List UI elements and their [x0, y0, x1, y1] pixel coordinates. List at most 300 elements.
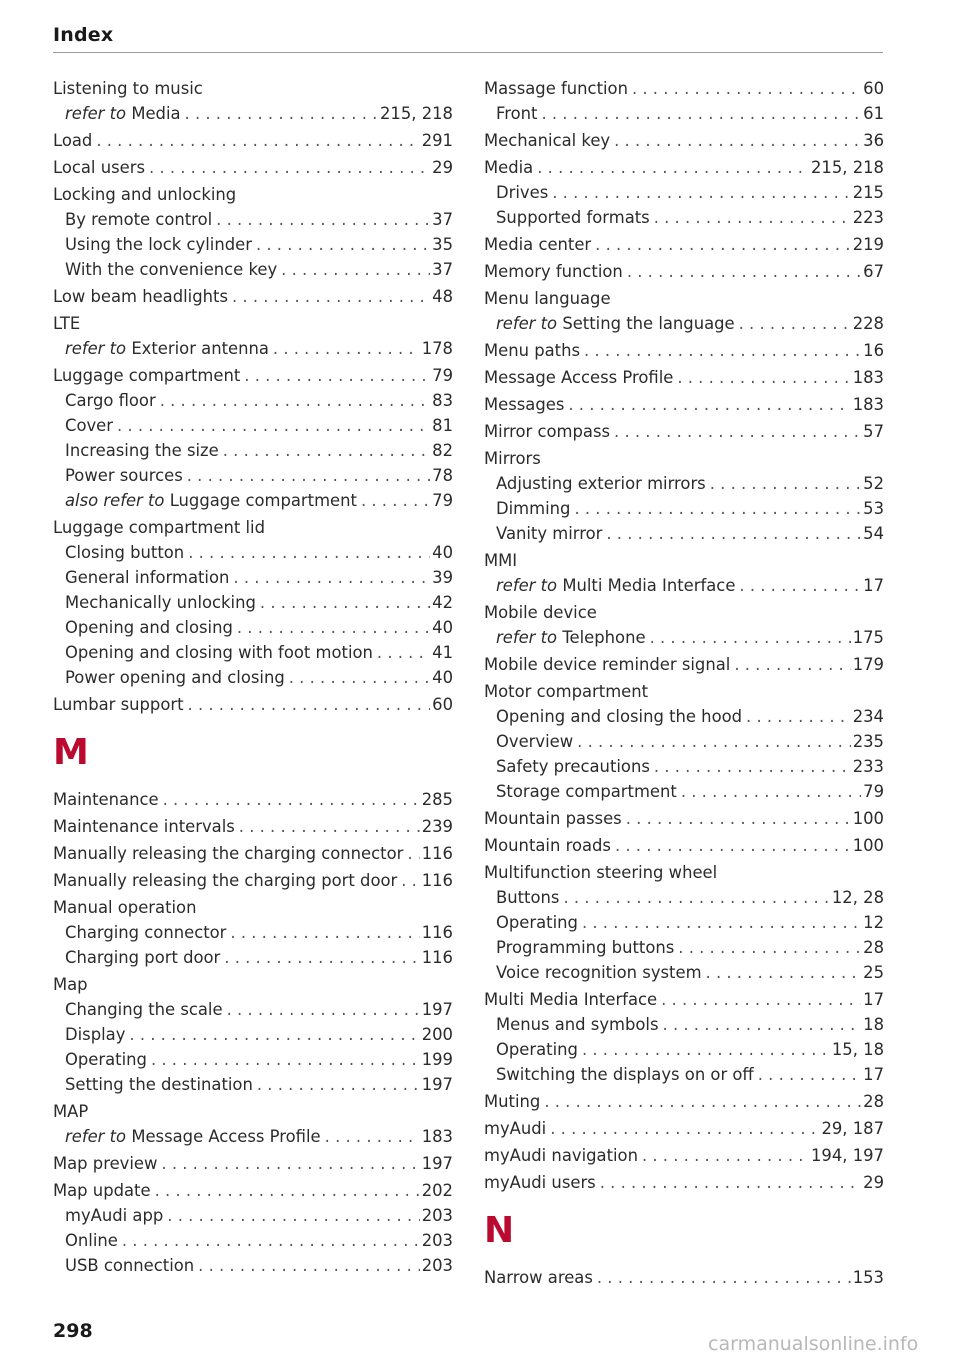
entry-text: Messages [484, 395, 565, 414]
dot-leader [96, 128, 419, 153]
entry-label [65, 540, 184, 565]
entry-text: Luggage compartment [169, 491, 357, 510]
dot-leader [678, 935, 861, 960]
page-reference: 291 [421, 131, 453, 150]
entry-text: Mobile device [484, 603, 597, 622]
index-subentry [53, 1124, 453, 1149]
index-entry [53, 128, 453, 153]
entry-label [53, 1151, 157, 1176]
index-heading [484, 600, 884, 625]
entry-text: Vanity mirror [496, 524, 603, 543]
entry-label [484, 1265, 593, 1290]
entry-label [53, 515, 453, 540]
index-subentry [484, 1012, 884, 1037]
index-subentry [484, 205, 884, 230]
entry-label [496, 960, 702, 985]
entry-label [484, 860, 884, 885]
index-subentry [53, 665, 453, 690]
entry-label [65, 920, 226, 945]
dot-leader [568, 392, 850, 417]
dot-leader [654, 205, 851, 230]
cross-reference: also refer to [65, 491, 165, 510]
page-reference: 233 [852, 757, 884, 776]
dot-leader [677, 365, 850, 390]
dot-leader [537, 155, 809, 180]
index-heading [53, 972, 453, 997]
cross-reference: refer to [496, 576, 558, 595]
page-reference: 175 [852, 628, 884, 647]
index-subentry [484, 180, 884, 205]
entry-label [65, 438, 219, 463]
dot-leader [149, 155, 430, 180]
entry-text: Manually releasing the charging connector [53, 844, 404, 863]
entry-text: Narrow areas [484, 1268, 593, 1287]
dot-leader [550, 1116, 819, 1141]
index-subentry [53, 257, 453, 282]
entry-text: Buttons [496, 888, 560, 907]
dot-leader [632, 76, 861, 101]
page-reference: 234 [852, 707, 884, 726]
index-subentry [53, 336, 453, 361]
index-subentry [53, 438, 453, 463]
entry-text: Maintenance [53, 790, 159, 809]
page-reference: 116 [421, 844, 453, 863]
index-subentry [484, 729, 884, 754]
entry-label [53, 155, 145, 180]
index-subentry [53, 540, 453, 565]
dot-leader [361, 488, 430, 513]
entry-label [65, 640, 373, 665]
entry-text: Media [484, 158, 534, 177]
index-entry [53, 868, 453, 893]
entry-text: LTE [53, 314, 81, 333]
dot-leader [650, 625, 851, 650]
page-reference: 100 [852, 836, 884, 855]
page-number: 298 [53, 1320, 93, 1342]
dot-leader [627, 259, 861, 284]
entry-label [484, 286, 884, 311]
dot-leader [256, 232, 430, 257]
page-header-title: Index [53, 24, 114, 46]
entry-label [65, 997, 223, 1022]
page-reference: 37 [432, 210, 453, 229]
index-entry [484, 1116, 884, 1141]
entry-label [53, 182, 453, 207]
page-reference: 39 [432, 568, 453, 587]
page-reference: 67 [863, 262, 884, 281]
entry-text: Mechanically unlocking [65, 593, 256, 612]
dot-leader [377, 640, 430, 665]
page-reference: 199 [421, 1050, 453, 1069]
entry-label [484, 446, 884, 471]
entry-text: Adjusting exterior mirrors [496, 474, 706, 493]
entry-label [484, 76, 628, 101]
entry-text: Map update [53, 1181, 151, 1200]
page-reference: 235 [852, 732, 884, 751]
dot-leader [117, 413, 430, 438]
entry-text: Opening and closing with foot motion [65, 643, 373, 662]
entry-text: Front [496, 104, 538, 123]
index-entry [484, 232, 884, 257]
entry-text: Multi Media Interface [484, 990, 658, 1009]
entry-label [53, 284, 228, 309]
index-entry [484, 987, 884, 1012]
page-reference: 60 [863, 79, 884, 98]
index-heading [53, 311, 453, 336]
page-reference: 197 [421, 1000, 453, 1019]
entry-text: myAudi users [484, 1173, 596, 1192]
dot-leader [223, 438, 430, 463]
entry-text: Overview [496, 732, 574, 751]
dot-leader [185, 101, 378, 126]
entry-label [65, 1203, 163, 1228]
entry-label [484, 1143, 638, 1168]
page-reference: 18 [863, 1015, 884, 1034]
index-heading [53, 895, 453, 920]
entry-label [496, 935, 674, 960]
header-divider [53, 52, 883, 53]
page-reference: 215 [852, 183, 884, 202]
entry-label [496, 471, 706, 496]
index-subentry [484, 960, 884, 985]
entry-text: Local users [53, 158, 145, 177]
dot-leader [654, 754, 851, 779]
entry-label [484, 600, 884, 625]
index-subentry [53, 640, 453, 665]
page-reference: 203 [421, 1206, 453, 1225]
entry-text: Drives [496, 183, 549, 202]
page-reference: 79 [432, 491, 453, 510]
page-reference: 100 [852, 809, 884, 828]
entry-label [496, 205, 650, 230]
dot-leader [739, 311, 851, 336]
index-subentry [53, 488, 453, 513]
page-reference: 41 [432, 643, 453, 662]
page-reference: 16 [863, 341, 884, 360]
dot-leader [187, 463, 430, 488]
entry-label [484, 365, 673, 390]
section-letter: N [484, 1210, 515, 1251]
entry-label [496, 625, 646, 650]
index-subentry [53, 997, 453, 1022]
dot-leader [734, 652, 850, 677]
dot-leader [232, 284, 430, 309]
index-subentry [484, 779, 884, 804]
entry-text: Programming buttons [496, 938, 675, 957]
entry-label [53, 841, 403, 866]
page-reference: 48 [432, 287, 453, 306]
page-reference: 17 [863, 576, 884, 595]
index-subentry [484, 471, 884, 496]
page-reference: 82 [432, 441, 453, 460]
entry-label [65, 1228, 118, 1253]
dot-leader [600, 1170, 861, 1195]
dot-leader [227, 997, 420, 1022]
index-subentry [484, 496, 884, 521]
entry-label [53, 972, 453, 997]
entry-label [65, 590, 256, 615]
dot-leader [216, 207, 430, 232]
entry-label [496, 573, 735, 598]
index-subentry [53, 1253, 453, 1278]
entry-text: Storage compartment [496, 782, 677, 801]
dot-leader [552, 180, 850, 205]
entry-label [65, 615, 233, 640]
entry-label [65, 1124, 321, 1149]
entry-text: Manually releasing the charging port door [53, 871, 398, 890]
dot-leader [577, 729, 851, 754]
index-subentry [53, 1228, 453, 1253]
dot-leader [584, 338, 861, 363]
entry-label [65, 463, 183, 488]
index-entry [484, 259, 884, 284]
index-entry [484, 1143, 884, 1168]
page-reference: 53 [863, 499, 884, 518]
entry-label [496, 521, 602, 546]
cross-reference: refer to [496, 314, 558, 333]
entry-text: Listening to music [53, 79, 203, 98]
entry-text: Motor compartment [484, 682, 649, 701]
index-entry [53, 1178, 453, 1203]
entry-text: Safety precautions [496, 757, 650, 776]
page-reference: 35 [432, 235, 453, 254]
dot-leader [224, 945, 419, 970]
entry-label [53, 814, 235, 839]
entry-text: Charging connector [65, 923, 227, 942]
index-heading [53, 182, 453, 207]
entry-label [484, 987, 657, 1012]
page-reference: 228 [852, 314, 884, 333]
entry-label [484, 833, 611, 858]
index-subentry [53, 945, 453, 970]
entry-label [496, 496, 570, 521]
dot-leader [260, 590, 430, 615]
entry-text: Cover [65, 416, 113, 435]
entry-label [484, 806, 622, 831]
dot-leader [163, 787, 420, 812]
dot-leader [167, 1203, 419, 1228]
dot-leader [244, 363, 430, 388]
entry-label [65, 1022, 125, 1047]
dot-leader [574, 496, 861, 521]
cross-reference: refer to [496, 628, 558, 647]
entry-label [496, 779, 677, 804]
entry-text: Mountain passes [484, 809, 622, 828]
entry-text: Manual operation [53, 898, 197, 917]
entry-text: Setting the language [562, 314, 735, 333]
entry-label [65, 488, 357, 513]
index-subentry [53, 101, 453, 126]
index-entry [484, 392, 884, 417]
entry-label [65, 665, 285, 690]
index-entry [484, 365, 884, 390]
entry-label [53, 895, 453, 920]
entry-label [65, 388, 156, 413]
entry-text: Mobile device reminder signal [484, 655, 731, 674]
dot-leader [407, 841, 419, 866]
page-reference: 197 [421, 1075, 453, 1094]
entry-text: Media [131, 104, 181, 123]
entry-text: Low beam headlights [53, 287, 228, 306]
dot-leader [626, 806, 851, 831]
dot-leader [230, 920, 419, 945]
index-subentry [53, 413, 453, 438]
index-heading [484, 548, 884, 573]
index-heading [484, 679, 884, 704]
entry-text: Multi Media Interface [562, 576, 736, 595]
page-reference: 194, 197 [811, 1146, 884, 1165]
entry-text: With the convenience key [65, 260, 278, 279]
index-subentry [484, 704, 884, 729]
index-subentry [484, 625, 884, 650]
entry-text: Map preview [53, 1154, 158, 1173]
entry-text: Message Access Profile [131, 1127, 321, 1146]
dot-leader [155, 1178, 420, 1203]
entry-text: USB connection [65, 1256, 195, 1275]
entry-label [496, 1062, 754, 1087]
index-subentry [53, 615, 453, 640]
index-entry [484, 1265, 884, 1290]
dot-leader [642, 1143, 809, 1168]
entry-text: Setting the destination [65, 1075, 253, 1094]
entry-label [484, 259, 623, 284]
index-subentry [484, 1062, 884, 1087]
page-reference: 116 [421, 948, 453, 967]
index-entry [484, 419, 884, 444]
page-reference: 215, 218 [811, 158, 884, 177]
dot-leader [614, 419, 861, 444]
entry-label [53, 1178, 151, 1203]
entry-text: Supported formats [496, 208, 650, 227]
entry-label [484, 1089, 540, 1114]
entry-label [65, 565, 229, 590]
page-reference: 15, 18 [831, 1040, 884, 1059]
index-entry [53, 814, 453, 839]
page-reference: 29 [863, 1173, 884, 1192]
entry-text: Multifunction steering wheel [484, 863, 718, 882]
index-subentry [484, 521, 884, 546]
entry-text: Luggage compartment lid [53, 518, 265, 537]
dot-leader [122, 1228, 420, 1253]
page-reference: 17 [863, 1065, 884, 1084]
entry-label [496, 1037, 578, 1062]
entry-label [53, 128, 92, 153]
entry-label [484, 155, 533, 180]
entry-label [484, 392, 564, 417]
entry-label [65, 257, 277, 282]
entry-text: Increasing the size [65, 441, 219, 460]
dot-leader [188, 540, 430, 565]
page-reference: 202 [421, 1181, 453, 1200]
entry-label [65, 207, 212, 232]
entry-text: Muting [484, 1092, 541, 1111]
dot-leader [233, 565, 430, 590]
index-entry [484, 76, 884, 101]
entry-text: Dimming [496, 499, 571, 518]
index-column-right [484, 74, 884, 1290]
dot-leader [129, 1022, 419, 1047]
page-reference: 183 [421, 1127, 453, 1146]
entry-text: Charging port door [65, 948, 221, 967]
entry-text: Message Access Profile [484, 368, 674, 387]
entry-text: Massage function [484, 79, 628, 98]
index-subentry [484, 311, 884, 336]
entry-label [65, 945, 220, 970]
cross-reference: refer to [65, 1127, 127, 1146]
entry-label [484, 232, 591, 257]
page-reference: 61 [863, 104, 884, 123]
entry-label [496, 311, 735, 336]
entry-text: Menu paths [484, 341, 581, 360]
entry-text: Changing the scale [65, 1000, 223, 1019]
index-subentry [484, 101, 884, 126]
dot-leader [188, 692, 431, 717]
index-heading [484, 446, 884, 471]
entry-label [496, 101, 537, 126]
entry-label [484, 679, 884, 704]
entry-text: Map [53, 975, 88, 994]
index-subentry [53, 1047, 453, 1072]
index-subentry [53, 920, 453, 945]
dot-leader [541, 101, 861, 126]
entry-text: Exterior antenna [131, 339, 269, 358]
page-reference: 215, 218 [380, 104, 453, 123]
dot-leader [273, 336, 420, 361]
entry-label [65, 1047, 147, 1072]
entry-text: General information [65, 568, 230, 587]
entry-label [496, 754, 650, 779]
entry-label [65, 101, 181, 126]
index-heading [53, 1099, 453, 1124]
page-reference: 40 [432, 618, 453, 637]
entry-text: myAudi [484, 1119, 547, 1138]
entry-label [484, 128, 610, 153]
index-heading [53, 76, 453, 101]
entry-label [53, 1099, 453, 1124]
index-entry [53, 841, 453, 866]
watermark: carmanualsonline.info [708, 1333, 919, 1355]
index-entry [484, 128, 884, 153]
dot-leader [151, 1047, 420, 1072]
page-reference: 36 [863, 131, 884, 150]
index-subentry [53, 1072, 453, 1097]
entry-text: Opening and closing [65, 618, 233, 637]
entry-label [65, 413, 113, 438]
dot-leader [544, 1089, 861, 1114]
entry-text: Maintenance intervals [53, 817, 235, 836]
index-entry [484, 338, 884, 363]
dot-leader [161, 1151, 419, 1176]
entry-text: MMI [484, 551, 518, 570]
index-heading [484, 286, 884, 311]
dot-leader [663, 1012, 862, 1037]
entry-label [496, 729, 573, 754]
dot-leader [615, 833, 851, 858]
entry-label [65, 232, 252, 257]
page-reference: 81 [432, 416, 453, 435]
entry-text: MAP [53, 1102, 89, 1121]
entry-text: Locking and unlocking [53, 185, 237, 204]
page-reference: 40 [432, 543, 453, 562]
dot-leader [681, 779, 861, 804]
entry-text: Operating [496, 913, 578, 932]
entry-text: Luggage compartment [53, 366, 241, 385]
page-reference: 54 [863, 524, 884, 543]
index-entry [484, 1089, 884, 1114]
index-entry [53, 155, 453, 180]
dot-leader [237, 615, 430, 640]
page-reference: 12 [863, 913, 884, 932]
